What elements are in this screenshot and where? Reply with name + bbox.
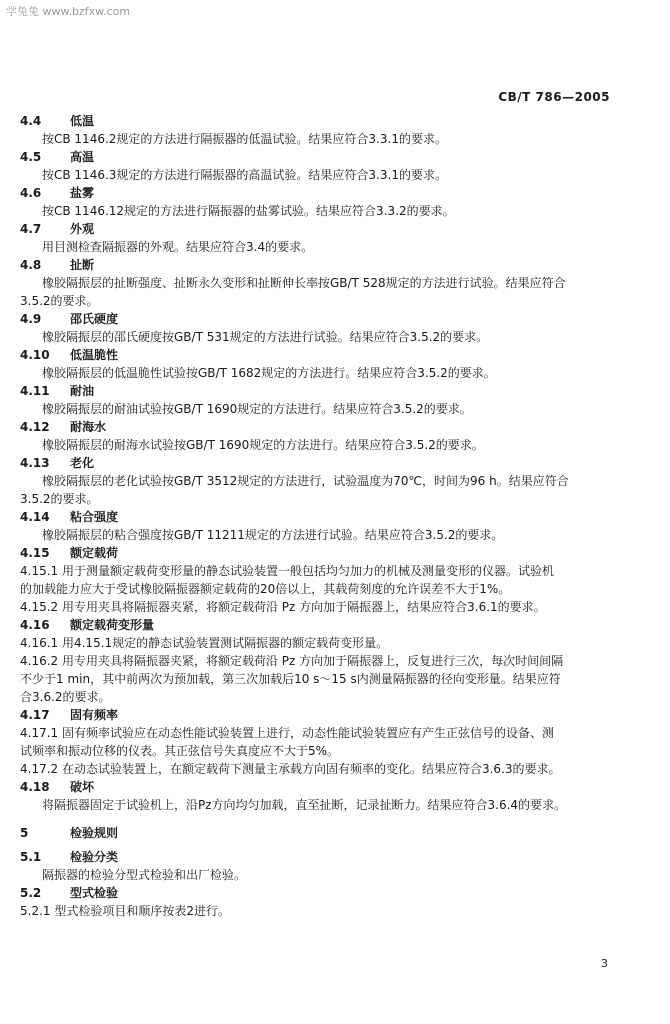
watermark: 学兔兔 www.bzfxw.com bbox=[6, 5, 131, 18]
paragraph-4-13-line1: 橡胶隔振层的老化试验按GB/T 3512规定的方法进行，试验温度为70℃，时间为96 h。结果应符合 bbox=[42, 474, 569, 488]
clause-4-16-1: 4.16.1 用4.15.1规定的静态试验装置测试隔振器的额定载荷变形量。 bbox=[20, 636, 389, 650]
paragraph-4-7: 用目测检查隔振器的外观。结果应符合3.4的要求。 bbox=[42, 240, 314, 254]
clause-4-17-2: 4.17.2 在动态试验装置上，在额定载荷下测量主承载方向固有频率的变化。结果应符合3.6.3的要求。 bbox=[20, 762, 561, 776]
clause-4-16-2-line3: 合3.6.2的要求。 bbox=[20, 690, 111, 704]
paragraph-4-4: 按CB 1146.2规定的方法进行隔振器的低温试验。结果应符合3.3.1的要求。 bbox=[42, 132, 447, 146]
heading-4-13: 4.13 老化 bbox=[20, 456, 95, 470]
paragraph-4-9: 橡胶隔振层的邵氏硬度按GB/T 531规定的方法进行试验。结果应符合3.5.2的要求。 bbox=[42, 330, 489, 344]
heading-4-18: 4.18 破坏 bbox=[20, 780, 95, 794]
standard-number: CB/T 786—2005 bbox=[498, 90, 610, 104]
paragraph-4-8-line2: 3.5.2的要求。 bbox=[20, 294, 99, 308]
paragraph-4-12: 橡胶隔振层的耐海水试验按GB/T 1690规定的方法进行。结果应符合3.5.2的要求。 bbox=[42, 438, 484, 452]
clause-4-15-2: 4.15.2 用专用夹具将隔振器夹紧，将额定载荷沿 Pz 方向加于隔振器上，结果应符合3.6.1的要求。 bbox=[20, 600, 546, 614]
heading-5-1: 5.1 检验分类 bbox=[20, 850, 119, 864]
heading-4-8: 4.8 扯断 bbox=[20, 258, 95, 272]
heading-4-5: 4.5 高温 bbox=[20, 150, 95, 164]
heading-5-2: 5.2 型式检验 bbox=[20, 886, 119, 900]
heading-4-17: 4.17 固有频率 bbox=[20, 708, 119, 722]
document-body bbox=[20, 112, 620, 920]
heading-4-9: 4.9 邵氏硬度 bbox=[20, 312, 119, 326]
heading-5: 5 检验规则 bbox=[20, 826, 119, 840]
heading-4-12: 4.12 耐海水 bbox=[20, 420, 107, 434]
clause-4-15-1-line1: 4.15.1 用于测量额定载荷变形量的静态试验装置一般包括均匀加力的机械及测量变形的仪器。试验机 bbox=[20, 564, 554, 578]
paragraph-4-10: 橡胶隔振层的低温脆性试验按GB/T 1682规定的方法进行。结果应符合3.5.2的要求。 bbox=[42, 366, 496, 380]
page-number: 3 bbox=[601, 957, 608, 970]
paragraph-4-5: 按CB 1146.3规定的方法进行隔振器的高温试验。结果应符合3.3.1的要求。 bbox=[42, 168, 447, 182]
clause-4-15-1-line2: 的加载能力应大于受试橡胶隔振器额定载荷的20倍以上，其载荷刻度的允许误差不大于1%。 bbox=[20, 582, 511, 596]
heading-4-14: 4.14 粘合强度 bbox=[20, 510, 119, 524]
paragraph-4-14: 橡胶隔振层的粘合强度按GB/T 11211规定的方法进行试验。结果应符合3.5.2的要求。 bbox=[42, 528, 504, 542]
heading-4-16: 4.16 额定载荷变形量 bbox=[20, 618, 155, 632]
paragraph-5-1: 隔振器的检验分型式检验和出厂检验。 bbox=[42, 868, 247, 882]
paragraph-4-11: 橡胶隔振层的耐油试验按GB/T 1690规定的方法进行。结果应符合3.5.2的要求。 bbox=[42, 402, 472, 416]
clause-4-17-1-line1: 4.17.1 固有频率试验应在动态性能试验装置上进行，动态性能试验装置应有产生正弦信号的设备、测 bbox=[20, 726, 554, 740]
clause-4-17-1-line2: 试频率和振动位移的仪表。其正弦信号失真度应不大于5%。 bbox=[20, 744, 340, 758]
paragraph-4-13-line2: 3.5.2的要求。 bbox=[20, 492, 99, 506]
heading-4-11: 4.11 耐油 bbox=[20, 384, 95, 398]
clause-4-16-2-line1: 4.16.2 用专用夹具将隔振器夹紧，将额定载荷沿 Pz 方向加于隔振器上，反复进行三次，每次时间间隔 bbox=[20, 654, 564, 668]
paragraph-4-18: 将隔振器固定于试验机上，沿Pz方向均匀加载，直至扯断，记录扯断力。结果应符合3.6.4的要求。 bbox=[42, 798, 567, 812]
paragraph-4-6: 按CB 1146.12规定的方法进行隔振器的盐雾试验。结果应符合3.3.2的要求。 bbox=[42, 204, 455, 218]
heading-4-6: 4.6 盐雾 bbox=[20, 186, 95, 200]
paragraph-4-8-line1: 橡胶隔振层的扯断强度、扯断永久变形和扯断伸长率按GB/T 528规定的方法进行试验。结果应符合 bbox=[42, 276, 566, 290]
heading-4-15: 4.15 额定载荷 bbox=[20, 546, 119, 560]
heading-4-10: 4.10 低温脆性 bbox=[20, 348, 119, 362]
heading-4-7: 4.7 外观 bbox=[20, 222, 95, 236]
heading-4-4: 4.4 低温 bbox=[20, 114, 95, 128]
clause-4-16-2-line2: 不少于1 min，其中前两次为预加载，第三次加载后10 s～15 s内测量隔振器的径向变形量。结果应符 bbox=[20, 672, 561, 686]
clause-5-2-1: 5.2.1 型式检验项目和顺序按表2进行。 bbox=[20, 904, 230, 918]
